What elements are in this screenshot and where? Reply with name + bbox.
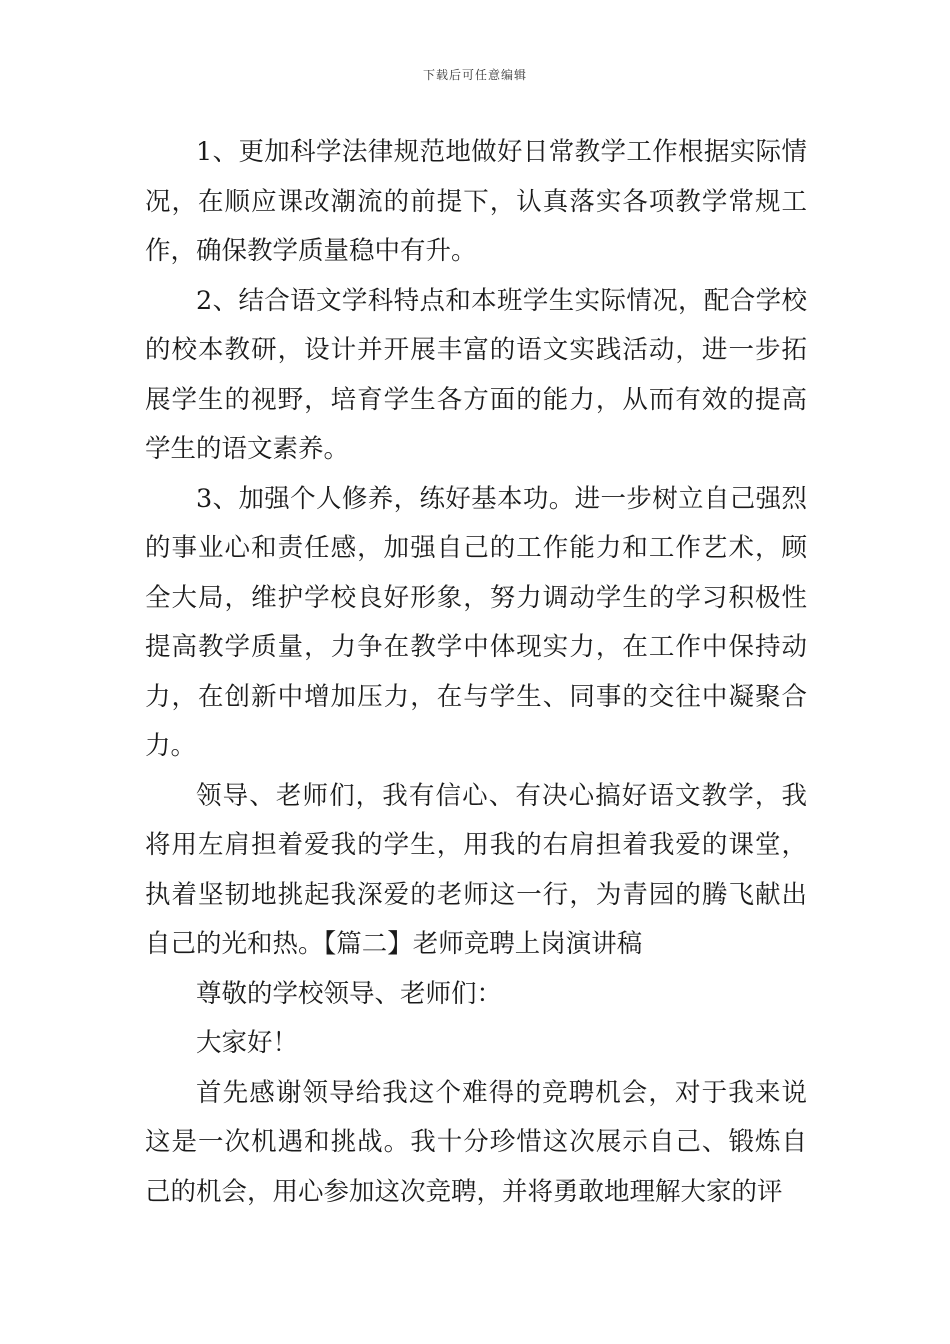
paragraph-greeting: 大家好！ (196, 1028, 299, 1058)
paragraph-salutation: 尊敬的学校领导、老师们： (196, 978, 503, 1009)
paragraph-item-1: 1、更加科学法律规范地做好日常教学工作根据实际情况，在顺应课改潮流的前提下，认真落实各项教学常规工作，确保教学质量稳中有升。 (145, 137, 807, 266)
paragraph-opening: 首先感谢领导给我这个难得的竞聘机会，对于我来说这是一次机遇和挑战。我十分珍惜这次展示自己、锻炼自己的机会，用心参加这次竞聘，并将勇敢地理解大家的评 (145, 1077, 807, 1207)
paragraph-item-2: 2、结合语文学科特点和本班学生实际情况，配合学校的校本教研，设计并开展丰富的语文实践活动，进一步拓展学生的视野，培育学生各方面的能力，从而有效的提高学生的语文素养。 (145, 285, 807, 464)
paragraph-item-3: 3、加强个人修养，练好基本功。进一步树立自己强烈的事业心和责任感，加强自己的工作能力和工作艺术，顾全大局，维护学校良好形象，努力调动学生的学习积极性提高教学质量，力争在教学中体现实力，在工作中保持动力，在创新中增加压力，在与学生、同事的交往中凝聚合力。 (145, 483, 807, 761)
document-body (145, 128, 807, 1217)
page-header: 下载后可任意编辑 (422, 68, 527, 82)
paragraph-closing: 领导、老师们，我有信心、有决心搞好语文教学，我将用左肩担着爱我的学生，用我的右肩担着我爱的课堂，执着坚韧地挑起我深爱的老师这一行，为青园的腾飞献出自己的光和热。【篇二】老师竞聘上岗演讲稿 (145, 780, 807, 959)
